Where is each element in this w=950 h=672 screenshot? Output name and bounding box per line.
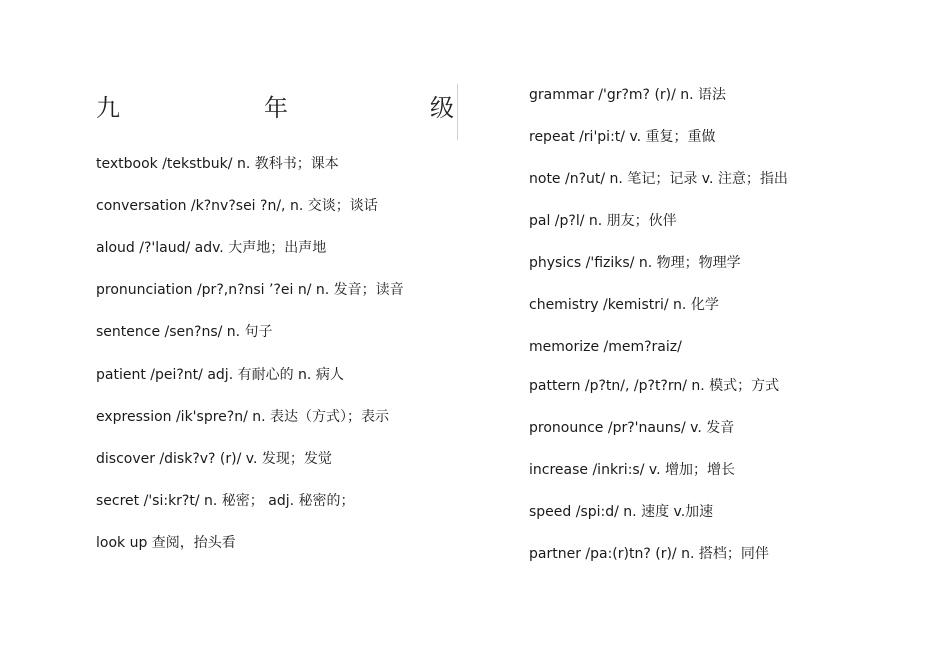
vocab-entry: pattern /p?tn/, /p?t?rn/ n. 模式；方式 — [529, 378, 780, 394]
vocab-entry: patient /pei?nt/ adj. 有耐心的 n. 病人 — [96, 367, 344, 383]
vocab-entry: expression /ik'spre?n/ n. 表达（方式）；表示 — [96, 409, 390, 425]
vocab-entry: conversation /k?nv?sei ?n/, n. 交谈；谈话 — [96, 198, 378, 214]
column-divider — [457, 84, 458, 140]
vocab-entry: increase /inkri:s/ v. 增加；增长 — [529, 462, 735, 478]
title-char-grade: 级 — [430, 94, 454, 122]
vocab-entry: memorize /mem?raiz/ — [529, 339, 682, 355]
vocab-entry: sentence /sen?ns/ n. 句子 — [96, 324, 273, 340]
vocab-entry: note /n?ut/ n. 笔记；记录 v. 注意；指出 — [529, 171, 788, 187]
vocab-entry: partner /pa:(r)tn? (r)/ n. 搭档；同伴 — [529, 546, 769, 562]
vocab-entry: chemistry /kemistri/ n. 化学 — [529, 297, 719, 313]
page-title — [96, 88, 456, 120]
vocab-entry: pronunciation /pr?,n?nsi ’?ei n/ n. 发音；读音 — [96, 282, 404, 298]
vocab-entry: look up 查阅，抬头看 — [96, 535, 236, 551]
vocab-entry: grammar /'gr?m? (r)/ n. 语法 — [529, 87, 727, 103]
vocab-entry: pronounce /pr?'nauns/ v. 发音 — [529, 420, 735, 436]
vocab-entry: speed /spi:d/ n. 速度 v.加速 — [529, 504, 714, 520]
title-char-year: 年 — [264, 94, 288, 122]
vocab-entry: aloud /?'laud/ adv. 大声地；出声地 — [96, 240, 327, 256]
vocab-entry: discover /disk?v? (r)/ v. 发现；发觉 — [96, 451, 332, 467]
vocab-entry: repeat /ri'pi:t/ v. 重复；重做 — [529, 129, 716, 145]
vocab-entry: pal /p?l/ n. 朋友；伙伴 — [529, 213, 677, 229]
vocab-entry: textbook /tekstbuk/ n. 教科书；课本 — [96, 156, 339, 172]
vocab-entry: physics /'fiziks/ n. 物理；物理学 — [529, 255, 741, 271]
title-char-nine: 九 — [96, 94, 120, 122]
vocab-entry: secret /'si:kr?t/ n. 秘密； adj. 秘密的； — [96, 493, 355, 509]
